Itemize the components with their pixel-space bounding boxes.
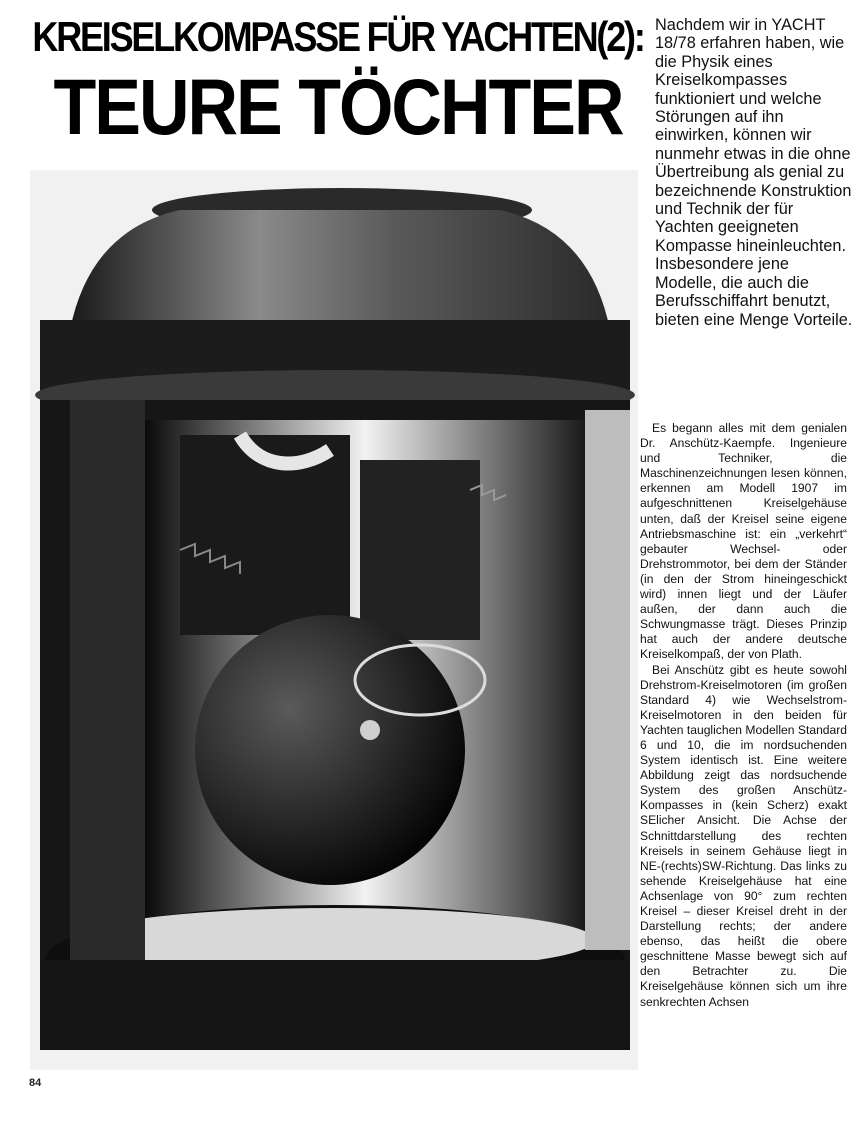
- body-paragraph-2: Bei Anschütz gibt es heute sowohl Drehstrom-Kreiselmotoren (im großen Standard 4) wie Wechselstrom-Kreiselmotoren in den beiden für Yachten tauglichen Modellen Standard 6 und 10, die im nordsuchenden System identisch ist. Eine weitere Abbildung zeigt das nordsuchende System des großen Anschütz-Kompasses in (kein Scherz) exakt SElicher Ansicht. Die Achse der Schnittdarstellung des rechten Kreisels in seinem Gehäuse liegt in NE-(rechts)SW-Richtung. Das links zu sehende Kreiselgehäuse hat eine Achsenlage von 90° zum rechten Kreisel – dieser Kreisel dreht in der Darstellung rechts; der andere ebenso, das heißt die obere geschnittene Masse bewegt sich auf den Betrachter zu. Die Kreiselgehäuse können sich um ihre senkrechten Achsen: [640, 662, 847, 1009]
- article-body: [640, 421, 847, 1010]
- headline-line-2: TEURE TÖCHTER: [53, 63, 623, 151]
- gyrocompass-photo: [30, 170, 638, 1070]
- page-number: 84: [29, 1077, 42, 1089]
- intro-paragraph: Nachdem wir in YACHT 18/78 erfahren haben, wie die Physik eines Kreiselkompasses funktioniert und welche Störungen auf ihn einwirken, können wir nunmehr etwas in die ohne Übertreibung als genial zu bezeichnende Konstruktion und Technik der für Yachten geeigneten Kompasse hineinleuchten. Insbesondere jene Modelle, die auch die Berufsschiffahrt benutzt, bieten eine Menge Vorteile.: [655, 16, 853, 329]
- body-paragraph-1: Es begann alles mit dem genialen Dr. Anschütz-Kaempfe. Ingenieure und Techniker, die Maschinenzeichnungen lesen können, erkennen am Modell 1907 im aufgeschnittenen Kreiselgehäuse unten, daß der Kreisel seine eigene Antriebsmaschine ist: ein „verkehrt“ gebauter Wechsel- oder Drehstrommotor, bei dem der Ständer (in den der Strom hineingeschickt wird) innen liegt und der Läufer außen, der dann auch die Schwungmasse trägt. Dieses Prinzip hat auch der andere deutsche Kreiselkompaß, der von Plath.: [640, 421, 847, 662]
- headline: [28, 12, 648, 151]
- headline-line-1: KREISELKOMPASSE FÜR YACHTEN(2):: [32, 12, 644, 61]
